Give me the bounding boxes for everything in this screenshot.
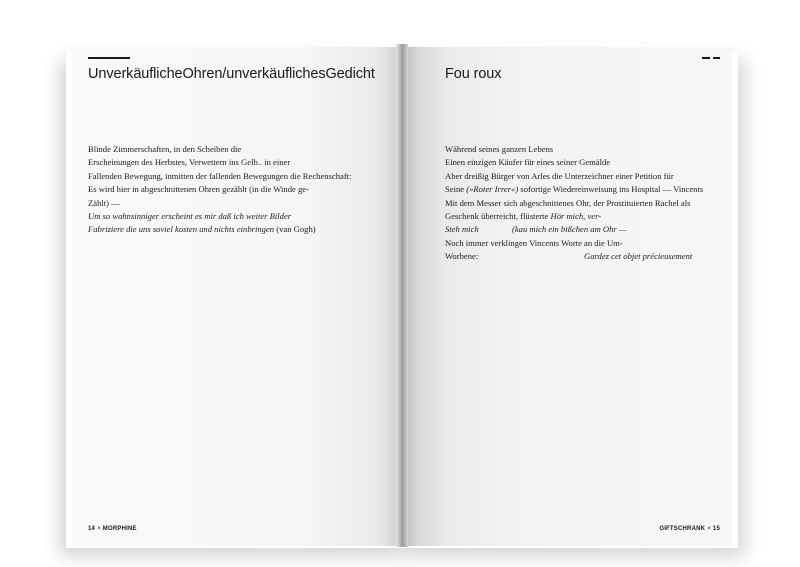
magazine-name: MORPHINE [102, 526, 137, 532]
poem-line: Mit dem Messer sich abgeschnittenes Ohr, der Prostituierten Rachel als [445, 197, 691, 208]
left-page-footer [88, 526, 137, 532]
left-page-title: UnverkäuflicheOhren/unverkäuflichesGedicht [88, 66, 375, 82]
book-gutter [396, 44, 408, 547]
poem-line: Fallenden Bewegung, inmitten der fallenden Bewegungen die Rechenschaft: [88, 170, 352, 181]
quote-text: Fabriziere die uns soviel kosten und nichts einbringen [88, 224, 275, 235]
poem-fragment-italic: Gardez cet objet précieusement [584, 251, 693, 262]
poem-line-quote: Um so wahnsinniger erscheint es mir daß ich weiter Bilder [88, 210, 292, 221]
left-poem [88, 143, 388, 237]
poem-fragment-italic: Hör mich, ver- [550, 210, 602, 221]
poem-fragment: Seine [445, 184, 465, 195]
right-poem [445, 143, 732, 264]
separator-icon: × [97, 526, 101, 532]
poem-fragment-italic: Steh mich [445, 224, 479, 235]
top-rule [88, 57, 130, 59]
section-name: GIFTSCHRANK [659, 526, 706, 532]
poem-line [445, 210, 732, 223]
poem-line-quote-end [88, 223, 388, 236]
page-number: 15 [712, 526, 720, 532]
page-number: 14 [88, 526, 96, 532]
poem-line: Zählt) — [88, 197, 120, 208]
poem-line: Erscheinungen des Herbstes, Verwettern ins Gelb.. in einer [88, 157, 291, 168]
poem-line: Einen einzigen Käufer für eines seiner Gemälde [445, 157, 611, 168]
poem-line [445, 223, 732, 236]
right-page [402, 47, 732, 546]
poem-fragment: Worbene: [445, 251, 479, 262]
poem-line: Aber dreißig Bürger von Arles die Unterzeichner einer Petition für [445, 170, 674, 181]
poem-line: Es wird hier in abgeschnittenen Ohren gezählt (in die Winde ge- [88, 184, 309, 195]
poem-fragment: Geschenk überreicht, flüsterte [445, 210, 549, 221]
top-rule-dashes [702, 57, 720, 61]
left-page [72, 47, 402, 546]
poem-line: Blinde Zimmerschaften, in den Scheiben die [88, 144, 242, 154]
separator-icon: × [707, 526, 711, 532]
poem-fragment-italic: (»Roter Irrer«) [466, 184, 519, 195]
right-page-footer [659, 526, 720, 532]
attribution: (van Gogh) [276, 224, 316, 235]
poem-fragment-italic: (kau mich ein bißchen am Ohr — [512, 224, 627, 235]
poem-fragment: sofortige Wiedereinweisung ins Hospital — Vincents [520, 184, 704, 195]
poem-line [445, 183, 732, 196]
poem-line [445, 250, 732, 263]
right-page-title: Fou roux [445, 66, 502, 82]
poem-line: Noch immer verklingen Vincents Worte an die Um- [445, 237, 623, 248]
poem-line: Während seines ganzen Lebens [445, 144, 554, 154]
